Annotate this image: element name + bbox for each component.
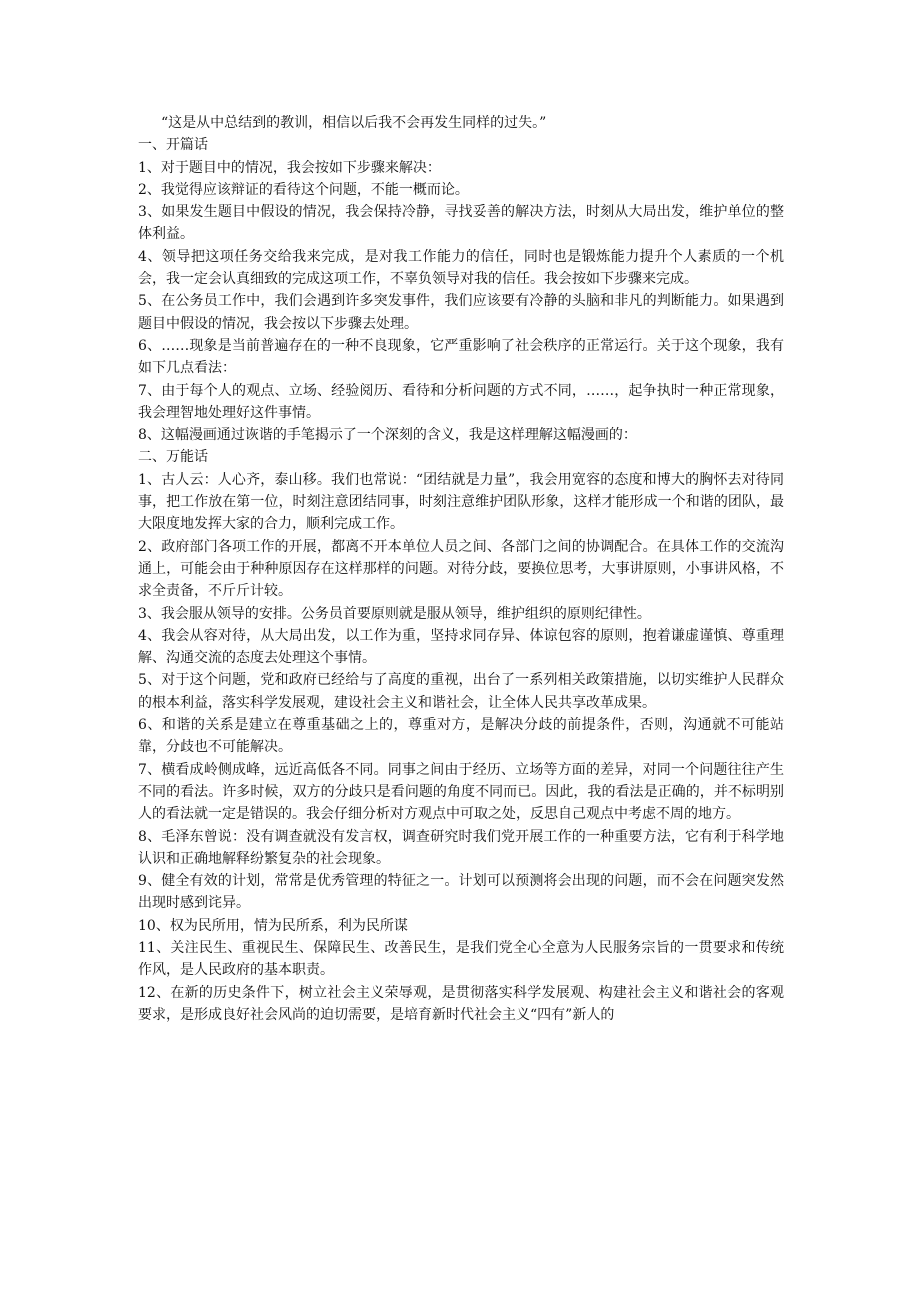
document-body: [138, 112, 784, 1026]
universal-item-5: 5、对于这个问题，党和政府已经给与了高度的重视，出台了一系列相关政策措施，以切实维护人民群众的根本利益，落实科学发展观，建设社会主义和谐社会，让全体人民共享改革成果。: [138, 672, 784, 711]
opening-item-4: 4、领导把这项任务交给我来完成，是对我工作能力的信任，同时也是锻炼能力提升个人素质的一个机会，我一定会认真细致的完成这项工作，不辜负领导对我的信任。我会按如下步骤来完成。: [138, 248, 784, 288]
universal-item-12: 12、在新的历史条件下，树立社会主义荣辱观，是贯彻落实科学发展观、构建社会主义和谐社会的客观要求，是形成良好社会风尚的迫切需要，是培育新时代社会主义“四有”新人的: [138, 984, 784, 1023]
opening-item-8: 8、这幅漫画通过诙谐的手笔揭示了一个深刻的含义，我是这样理解这幅漫画的：: [138, 427, 637, 444]
opening-item-2: 2、我觉得应该辩证的看待这个问题，不能一概而论。: [138, 181, 469, 198]
opening-item-5: 5、在公务员工作中，我们会遇到许多突发事件，我们应该要有冷静的头脑和非凡的判断能力。如果遇到题目中假设的情况，我会按以下步骤去处理。: [138, 293, 784, 332]
opening-item-3: 3、如果发生题目中假设的情况，我会保持冷静，寻找妥善的解决方法，时刻从大局出发，维护单位的整体利益。: [138, 204, 784, 243]
universal-item-4: 4、我会从容对待，从大局出发，以工作为重，坚持求同存异、体谅包容的原则，抱着谦虚谨慎、尊重理解、沟通交流的态度去处理这个事情。: [138, 627, 784, 667]
universal-item-6: 6、和谐的关系是建立在尊重基础之上的，尊重对方，是解决分歧的前提条件，否则，沟通就不可能站靠，分歧也不可能解决。: [138, 717, 784, 756]
universal-item-8: 8、毛泽东曾说：没有调查就没有发言权，调查研究时我们党开展工作的一种重要方法，它有利于科学地认识和正确地解释纷繁复杂的社会现象。: [138, 828, 784, 867]
intro-quote: “这是从中总结到的教训，相信以后我不会再发生同样的过失。”: [161, 115, 547, 131]
universal-item-1: 1、古人云：人心齐，泰山移。我们也常说：“团结就是力量”，我会用宽容的态度和博大的胸怀去对待同事，把工作放在第一位，时刻注意团结同事，时刻注意维护团队形象，这样才能形成一个和谐的团队，最大限度地发挥大家的合力，顺利完成工作。: [138, 471, 784, 533]
universal-item-3: 3、我会服从领导的安排。公务员首要原则就是服从领导，维护组织的原则纪律性。: [138, 605, 651, 622]
universal-item-10: 10、权为民所用，情为民所系，利为民所谋: [138, 917, 408, 934]
opening-item-7: 7、由于每个人的观点、立场、经验阅历、看待和分析问题的方式不同，……，起争执时一种正常现象，我会理智地处理好这件事情。: [138, 382, 784, 421]
universal-item-2: 2、政府部门各项工作的开展，都离不开本单位人员之间、各部门之间的协调配合。在具体工作的交流沟通上，可能会由于种种原因存在这样那样的问题。对待分歧，要换位思考，大事讲原则，小事讲风格，不求全责备，不斤斤计较。: [138, 538, 784, 600]
universal-item-9: 9、健全有效的计划，常常是优秀管理的特征之一。计划可以预测将会出现的问题，而不会在问题突发然出现时感到诧异。: [138, 873, 784, 912]
universal-item-7: 7、横看成岭侧成峰，远近高低各不同。同事之间由于经历、立场等方面的差异，对同一个问题往往产生不同的看法。许多时候，双方的分歧只是看问题的角度不同而已。因此，我的看法是正确的，并不标明别人的看法就一定是错误的。我会仔细分析对方观点中可取之处，反思自己观点中考虑不周的地方。: [138, 761, 784, 823]
section-heading-universal: 二、万能话: [138, 449, 208, 466]
universal-item-11: 11、关注民生、重视民生、保障民生、改善民生，是我们党全心全意为人民服务宗旨的一贯要求和传统作风，是人民政府的基本职责。: [138, 939, 784, 979]
opening-item-6: 6、……现象是当前普遍存在的一种不良现象，它严重影响了社会秩序的正常运行。关于这个现象，我有如下几点看法：: [138, 337, 784, 377]
opening-item-1: 1、对于题目中的情况，我会按如下步骤来解决：: [138, 159, 441, 176]
section-heading-opening: 一、开篇话: [138, 137, 208, 154]
